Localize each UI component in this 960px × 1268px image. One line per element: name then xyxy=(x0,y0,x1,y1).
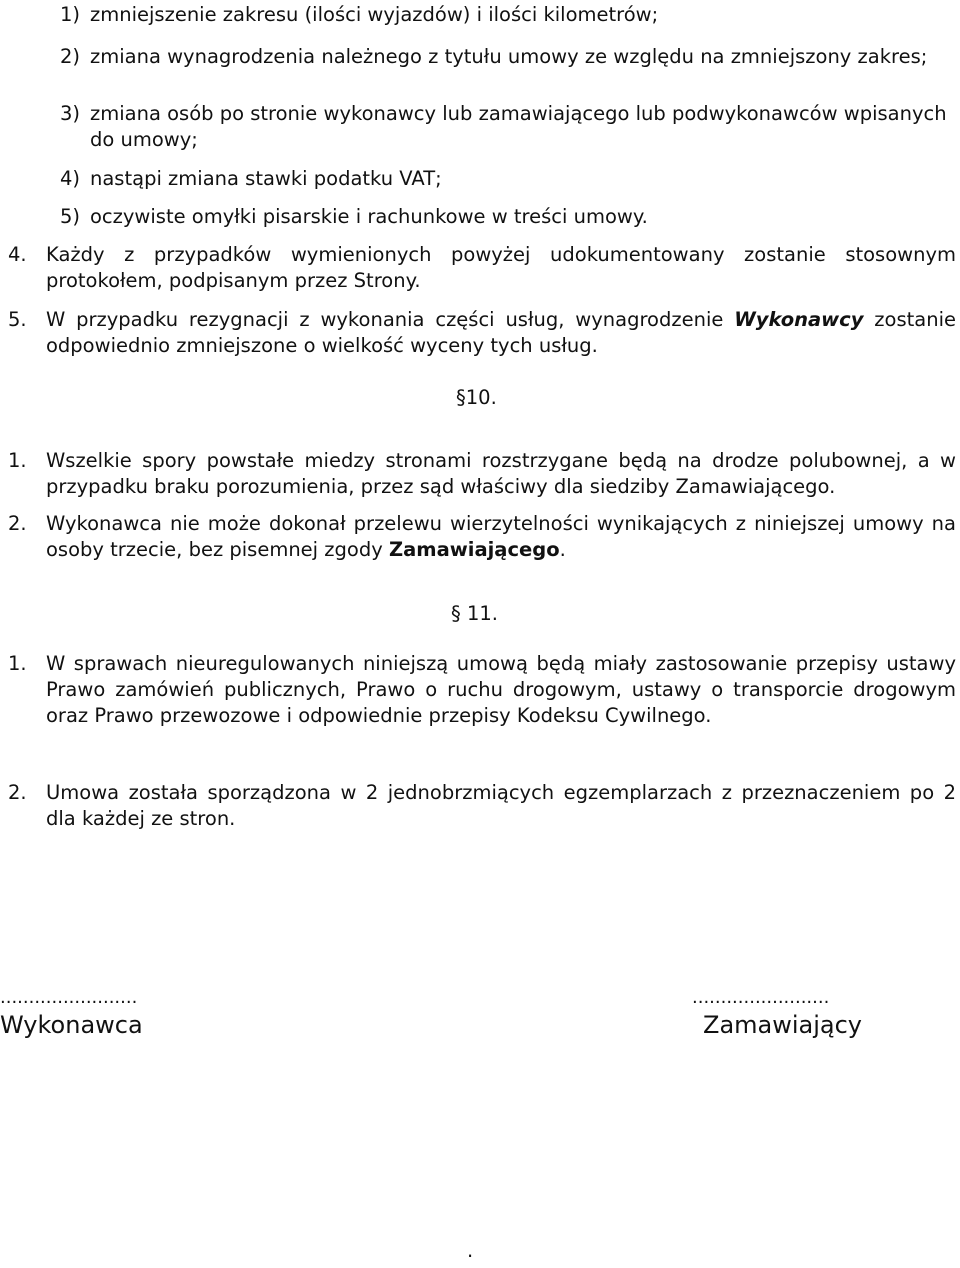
point-number: 1. xyxy=(8,652,27,675)
signature-label-zamawiajacy: Zamawiający xyxy=(703,1011,863,1039)
list-item-text: zmiana osób po stronie wykonawcy lub zamawiającego lub podwykonawców wpisanych do umowy; xyxy=(90,102,947,151)
point-text: Wykonawca nie może dokonał przelewu wierzytelności wynikających z niniejszej umowy na osoby trzecie, bez pisemnej zgody Zamawiającego. xyxy=(46,512,956,561)
point-text: Wszelkie spory powstałe miedzy stronami rozstrzygane będą na drodze polubownej, a w przypadku braku porozumienia, przez sąd właściwy dla siedziby Zamawiającego. xyxy=(46,449,956,498)
numbered-point xyxy=(8,780,956,832)
signature-line-right: ........................ xyxy=(692,987,830,1008)
list-item xyxy=(60,166,956,192)
point-number: 4. xyxy=(8,243,27,266)
list-item-text: nastąpi zmiana stawki podatku VAT; xyxy=(90,167,442,190)
list-item-text: zmniejszenie zakresu (ilości wyjazdów) i ilości kilometrów; xyxy=(90,3,659,26)
list-item-number: 1) xyxy=(60,3,81,26)
signature-label-wykonawca: Wykonawca xyxy=(0,1011,143,1039)
list-item-text: zmiana wynagrodzenia należnego z tytułu umowy ze względu na zmniejszony zakres; xyxy=(90,45,928,68)
numbered-point xyxy=(8,511,956,563)
point-text: Każdy z przypadków wymienionych powyżej udokumentowany zostanie stosownym protokołem, podpisanym przez Strony. xyxy=(46,243,956,292)
list-item xyxy=(60,44,956,70)
list-item xyxy=(60,101,956,153)
signature-line-left: ........................ xyxy=(0,987,138,1008)
point-number: 2. xyxy=(8,512,27,535)
emphasis-wykonawcy: Wykonawcy xyxy=(734,308,864,331)
section-heading: §10. xyxy=(456,386,497,409)
list-item-number: 5) xyxy=(60,205,81,228)
point-number: 5. xyxy=(8,308,27,331)
section-heading: § 11. xyxy=(451,602,498,625)
numbered-point xyxy=(8,651,956,729)
emphasis-zamawiajacego: Zamawiającego xyxy=(388,538,560,561)
list-item-number: 3) xyxy=(60,102,81,125)
numbered-point xyxy=(8,448,956,500)
numbered-point xyxy=(8,242,956,294)
point-number: 1. xyxy=(8,449,27,472)
list-item xyxy=(60,2,956,28)
footer-mark: . xyxy=(467,1239,474,1262)
point-text: Umowa została sporządzona w 2 jednobrzmiących egzemplarzach z przeznaczeniem po 2 dla każdej ze stron. xyxy=(46,781,956,830)
point-text: W przypadku rezygnacji z wykonania części usług, wynagrodzenie Wykonawcy zostanie odpowiednio zmniejszone o wielkość wyceny tych usług. xyxy=(46,308,956,357)
list-item-text: oczywiste omyłki pisarskie i rachunkowe w treści umowy. xyxy=(90,205,648,228)
point-number: 2. xyxy=(8,781,27,804)
list-item-number: 4) xyxy=(60,167,81,190)
list-item xyxy=(60,204,956,230)
point-text: W sprawach nieuregulowanych niniejszą umową będą miały zastosowanie przepisy ustawy Prawo zamówień publicznych, Prawo o ruchu drogowym, ustawy o transporcie drogowym oraz Prawo przewozowe i odpowiednie przepisy Kodeksu Cywilnego. xyxy=(46,652,956,727)
numbered-point xyxy=(8,307,956,359)
list-item-number: 2) xyxy=(60,45,81,68)
